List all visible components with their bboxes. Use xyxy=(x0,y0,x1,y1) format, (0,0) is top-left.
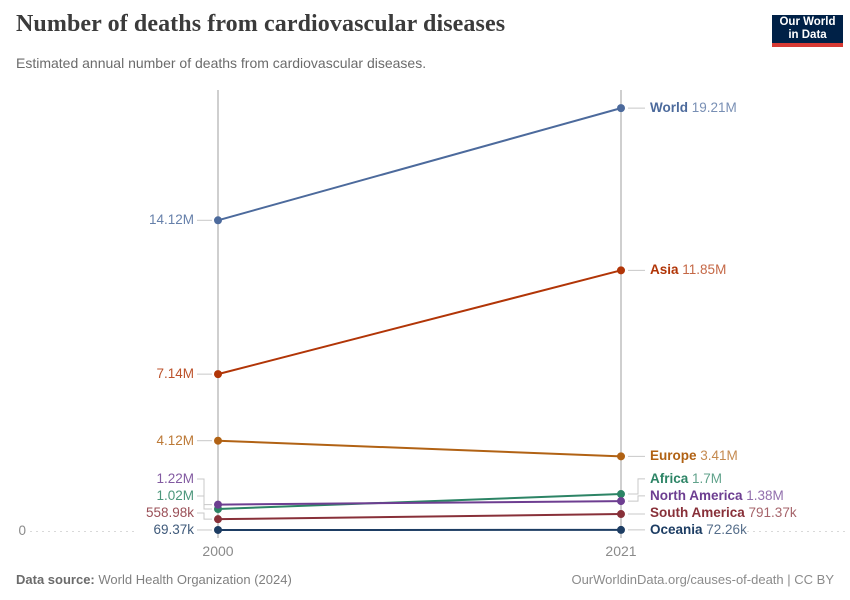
data-point-asia-2021[interactable] xyxy=(617,266,625,274)
data-point-europe-2021[interactable] xyxy=(617,452,625,460)
x-tick-2000: 2000 xyxy=(202,543,234,559)
start-value-label-oceania[interactable] xyxy=(153,521,194,539)
footer-attribution xyxy=(571,572,834,587)
data-point-north-america-2000[interactable] xyxy=(214,501,222,509)
footer-separator: | xyxy=(783,571,795,587)
start-value-south-america: 558.98k xyxy=(145,504,194,520)
start-value-north-america: 1.22M xyxy=(156,470,194,486)
end-value-africa: 1.7M xyxy=(688,470,723,486)
series-label-oceania[interactable] xyxy=(650,521,747,539)
end-value-europe: 3.41M xyxy=(696,448,738,464)
end-value-north-america: 1.38M xyxy=(742,487,784,503)
series-line-asia[interactable] xyxy=(218,270,621,374)
data-source-value: World Health Organization (2024) xyxy=(98,571,292,587)
owid-logo-line2: in Data xyxy=(788,29,827,41)
series-label-world[interactable] xyxy=(650,99,737,117)
start-value-label-south-america[interactable] xyxy=(146,504,194,522)
start-value-label-africa[interactable] xyxy=(156,487,194,505)
x-tick-2021: 2021 xyxy=(605,543,637,559)
series-label-south-america[interactable] xyxy=(650,504,797,522)
series-label-asia[interactable] xyxy=(650,261,726,279)
data-point-europe-2000[interactable] xyxy=(214,437,222,445)
data-point-oceania-2000[interactable] xyxy=(214,526,222,534)
start-value-oceania: 69.37k xyxy=(153,521,194,537)
start-value-label-north-america[interactable] xyxy=(156,470,194,488)
series-name-oceania: Oceania xyxy=(650,521,703,537)
license-link[interactable]: CC BY xyxy=(794,571,834,587)
start-value-europe: 4.12M xyxy=(156,432,194,448)
start-value-label-asia[interactable] xyxy=(156,365,194,383)
chart-footer xyxy=(16,568,834,590)
series-line-world[interactable] xyxy=(218,108,621,220)
end-value-oceania: 72.26k xyxy=(702,521,747,537)
data-point-world-2000[interactable] xyxy=(214,216,222,224)
end-value-south-america: 791.37k xyxy=(744,504,797,520)
series-name-europe: Europe xyxy=(650,448,697,464)
connector-left-north-america xyxy=(197,479,212,505)
page-title: Number of deaths from cardiovascular diseases xyxy=(16,11,506,37)
connector-left-south-america xyxy=(197,513,212,519)
start-value-world: 14.12M xyxy=(148,212,194,228)
start-value-africa: 1.02M xyxy=(156,487,194,503)
series-label-europe[interactable] xyxy=(650,447,738,465)
data-point-north-america-2021[interactable] xyxy=(617,497,625,505)
series-name-asia: Asia xyxy=(650,262,679,278)
series-line-europe[interactable] xyxy=(218,441,621,457)
start-value-label-world[interactable] xyxy=(149,211,194,229)
data-point-asia-2000[interactable] xyxy=(214,370,222,378)
page-subtitle: Estimated annual number of deaths from cardiovascular diseases. xyxy=(16,55,427,71)
start-value-label-europe[interactable] xyxy=(156,432,194,450)
start-value-asia: 7.14M xyxy=(156,366,194,382)
end-value-world: 19.21M xyxy=(688,100,737,116)
data-point-south-america-2000[interactable] xyxy=(214,515,222,523)
series-name-africa: Africa xyxy=(650,470,689,486)
owid-logo-line1: Our World xyxy=(779,16,836,28)
connector-right-north-america xyxy=(628,496,645,501)
series-name-world: World xyxy=(650,100,688,116)
data-source-label: Data source: xyxy=(16,571,95,587)
series-name-north-america: North America xyxy=(650,487,743,503)
end-value-asia: 11.85M xyxy=(678,262,727,278)
data-point-south-america-2021[interactable] xyxy=(617,510,625,518)
series-line-south-america[interactable] xyxy=(218,514,621,519)
series-label-north-america[interactable] xyxy=(650,487,784,505)
connector-right-africa xyxy=(628,479,645,494)
owid-url-link[interactable]: OurWorldinData.org/causes-of-death xyxy=(571,571,784,587)
series-name-south-america: South America xyxy=(650,504,745,520)
series-label-africa[interactable] xyxy=(650,470,722,488)
y-zero-label: 0 xyxy=(18,522,26,538)
data-source-note xyxy=(16,572,292,587)
data-point-oceania-2021[interactable] xyxy=(617,526,625,534)
data-point-africa-2021[interactable] xyxy=(617,490,625,498)
data-point-world-2021[interactable] xyxy=(617,104,625,112)
